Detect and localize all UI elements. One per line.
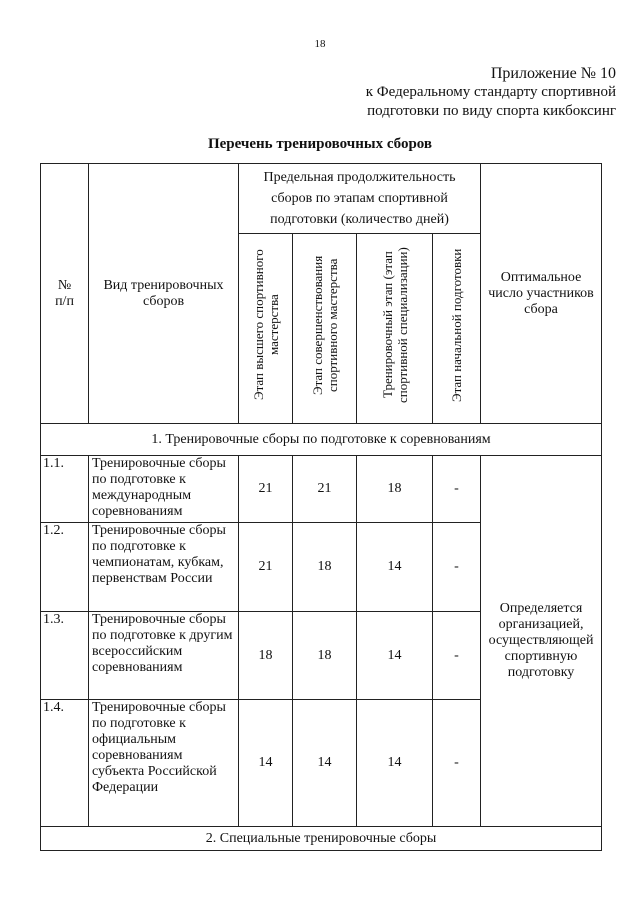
header-stage-2: Этап совершенствования спортивного мастерства: [309, 255, 340, 395]
section-2-title: 2. Специальные тренировочные сборы: [41, 827, 602, 851]
document-title: Перечень тренировочных сборов: [207, 136, 433, 152]
appendix-header: [366, 64, 616, 121]
row-value-stage-1: 21: [239, 523, 293, 612]
training-camps-table: [40, 163, 602, 851]
header-stage-4-cell: [433, 234, 481, 424]
row-value-stage-2: 18: [293, 523, 357, 612]
row-value-stage-1: 14: [239, 700, 293, 827]
row-value-stage-3: 14: [357, 612, 433, 700]
row-value-stage-3: 14: [357, 523, 433, 612]
page-number: 18: [314, 38, 326, 50]
row-num: 1.2.: [41, 523, 89, 612]
header-stage-3: Тренировочный этап (этап спортивной специализации): [379, 247, 410, 403]
row-kind: Тренировочные сборы по подготовке к международным соревнованиям: [89, 456, 239, 523]
row-value-stage-4: -: [433, 612, 481, 700]
header-duration-group: Предельная продолжительность сборов по этапам спортивной подготовки (количество дней): [239, 164, 481, 234]
table-row: [41, 456, 602, 523]
row-value-stage-4: -: [433, 523, 481, 612]
row-value-stage-1: 21: [239, 456, 293, 523]
optimal-participants-value: Определяется организацией, осуществляющей спортивную подготовку: [481, 456, 602, 827]
row-value-stage-2: 18: [293, 612, 357, 700]
row-value-stage-3: 14: [357, 700, 433, 827]
header-num: № п/п: [41, 164, 89, 424]
row-kind: Тренировочные сборы по подготовке к официальным соревнованиям субъекта Российской Федерации: [89, 700, 239, 827]
header-kind: Вид тренировочных сборов: [89, 164, 239, 424]
row-num: 1.4.: [41, 700, 89, 827]
header-stage-2-cell: [293, 234, 357, 424]
section-row-2: [41, 827, 602, 851]
header-stage-4: Этап начальной подготовки: [449, 248, 465, 402]
section-1-title: 1. Тренировочные сборы по подготовке к соревнованиям: [41, 424, 602, 456]
row-value-stage-1: 18: [239, 612, 293, 700]
appendix-line-1: Приложение № 10: [490, 65, 616, 82]
row-num: 1.1.: [41, 456, 89, 523]
row-value-stage-4: -: [433, 456, 481, 523]
header-stage-3-cell: [357, 234, 433, 424]
row-kind: Тренировочные сборы по подготовке к другим всероссийским соревнованиям: [89, 612, 239, 700]
header-stage-1-cell: [239, 234, 293, 424]
header-row-1: [41, 164, 602, 234]
row-value-stage-4: -: [433, 700, 481, 827]
row-value-stage-3: 18: [357, 456, 433, 523]
row-value-stage-2: 21: [293, 456, 357, 523]
appendix-line-2: к Федеральному стандарту спортивной: [365, 84, 616, 100]
row-value-stage-2: 14: [293, 700, 357, 827]
row-num: 1.3.: [41, 612, 89, 700]
appendix-line-3: подготовки по виду спорта кикбоксинг: [367, 103, 616, 119]
section-row-1: [41, 424, 602, 456]
header-stage-1: Этап высшего спортивного мастерства: [250, 249, 281, 401]
row-kind: Тренировочные сборы по подготовке к чемпионатам, кубкам, первенствам России: [89, 523, 239, 612]
header-optimal: Оптимальное число участников сбора: [481, 164, 602, 424]
